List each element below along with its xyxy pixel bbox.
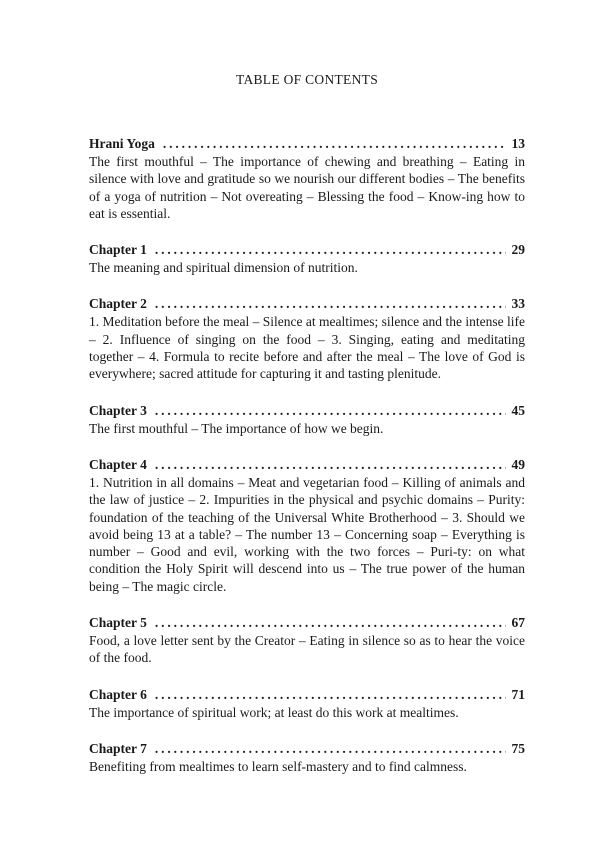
toc-entry-page-number: 29 — [511, 242, 525, 258]
toc-entry-description: The importance of spiritual work; at least do this work at mealtimes. — [89, 704, 459, 720]
toc-entry-chapter-7 — [89, 739, 525, 775]
toc-entry-page-number: 75 — [511, 740, 525, 756]
toc-list — [89, 134, 525, 793]
dot-leader — [155, 613, 506, 632]
toc-entry-heading — [89, 240, 525, 259]
toc-entry-label: Chapter 2 — [89, 296, 147, 312]
dot-leader — [155, 455, 506, 474]
toc-entry-page-number: 67 — [511, 615, 525, 631]
toc-entry-heading — [89, 455, 525, 474]
toc-entry-chapter-6 — [89, 685, 525, 721]
toc-entry-heading — [89, 739, 525, 758]
toc-entry-description: Food, a love letter sent by the Creator – Eating in silence so as to hear the voice of the food. — [89, 633, 525, 666]
toc-entry-page-number: 45 — [511, 402, 525, 418]
toc-entry-page-number: 71 — [511, 686, 525, 702]
toc-entry-label: Hrani Yoga — [89, 136, 155, 151]
page-title: TABLE OF CONTENTS — [235, 72, 379, 87]
toc-entry-description: The meaning and spiritual dimension of nutrition. — [89, 260, 358, 276]
dot-leader — [155, 685, 506, 704]
toc-entry-page-number: 49 — [511, 456, 525, 472]
toc-entry-page-number: 13 — [511, 136, 525, 151]
toc-entry-chapter-5 — [89, 613, 525, 667]
dot-leader — [155, 401, 506, 420]
toc-entry-chapter-4 — [89, 455, 525, 595]
toc-entry-description: The first mouthful – The importance of chewing and breathing – Eating in silence with love and gratitude so we nourish our different bodies – The benefits of a yoga of nutrition – Not overeating – Blessing the food – Know-ing how to eat is essential. — [89, 154, 525, 221]
toc-entry-label: Chapter 1 — [89, 242, 147, 258]
toc-entry-description: 1. Nutrition in all domains – Meat and vegetarian food – Killing of animals and the law of justice – 2. Impurities in the physical and psychic domains – Purity: foundation of the teaching of the Universal White Brotherhood – 3. Should we avoid being 13 at a table? – The number 13 – Concerning soap – Everything is number – Good and evil, working with the two forces – Puri-ty: on what condition the Holy Spirit will descend into us – The true power of the human being – The magic circle. — [89, 474, 525, 594]
toc-entry-heading — [89, 134, 525, 153]
dot-leader — [155, 240, 506, 259]
toc-entry-label: Chapter 4 — [89, 456, 147, 472]
toc-entry-label: Chapter 3 — [89, 402, 147, 418]
dot-leader — [155, 739, 506, 758]
toc-entry-heading — [89, 294, 525, 313]
toc-entry-chapter-3 — [89, 401, 525, 437]
dot-leader — [163, 134, 506, 153]
toc-entry-description: The first mouthful – The importance of how we begin. — [89, 420, 384, 436]
toc-entry-label: Chapter 6 — [89, 686, 147, 702]
toc-entry-page-number: 33 — [511, 296, 525, 312]
toc-entry-chapter-2 — [89, 294, 525, 382]
toc-entry-heading — [89, 613, 525, 632]
toc-entry-label: Chapter 7 — [89, 740, 147, 756]
toc-entry-chapter-1 — [89, 240, 525, 276]
toc-entry-description: 1. Meditation before the meal – Silence at mealtimes; silence and the intense life – 2. Influence of singing on the food – 3. Singing, eating and meditating together – 4. Formula to recite before and after the meal – The love of God is everywhere; sacred attitude for capturing it and tasting plenitude. — [89, 314, 525, 382]
dot-leader — [155, 294, 506, 313]
toc-entry-label: Chapter 5 — [89, 615, 147, 631]
toc-entry-hrani-yoga — [89, 134, 525, 222]
toc-entry-heading — [89, 401, 525, 420]
toc-entry-description: Benefiting from mealtimes to learn self-mastery and to find calmness. — [89, 758, 467, 774]
toc-entry-heading — [89, 685, 525, 704]
